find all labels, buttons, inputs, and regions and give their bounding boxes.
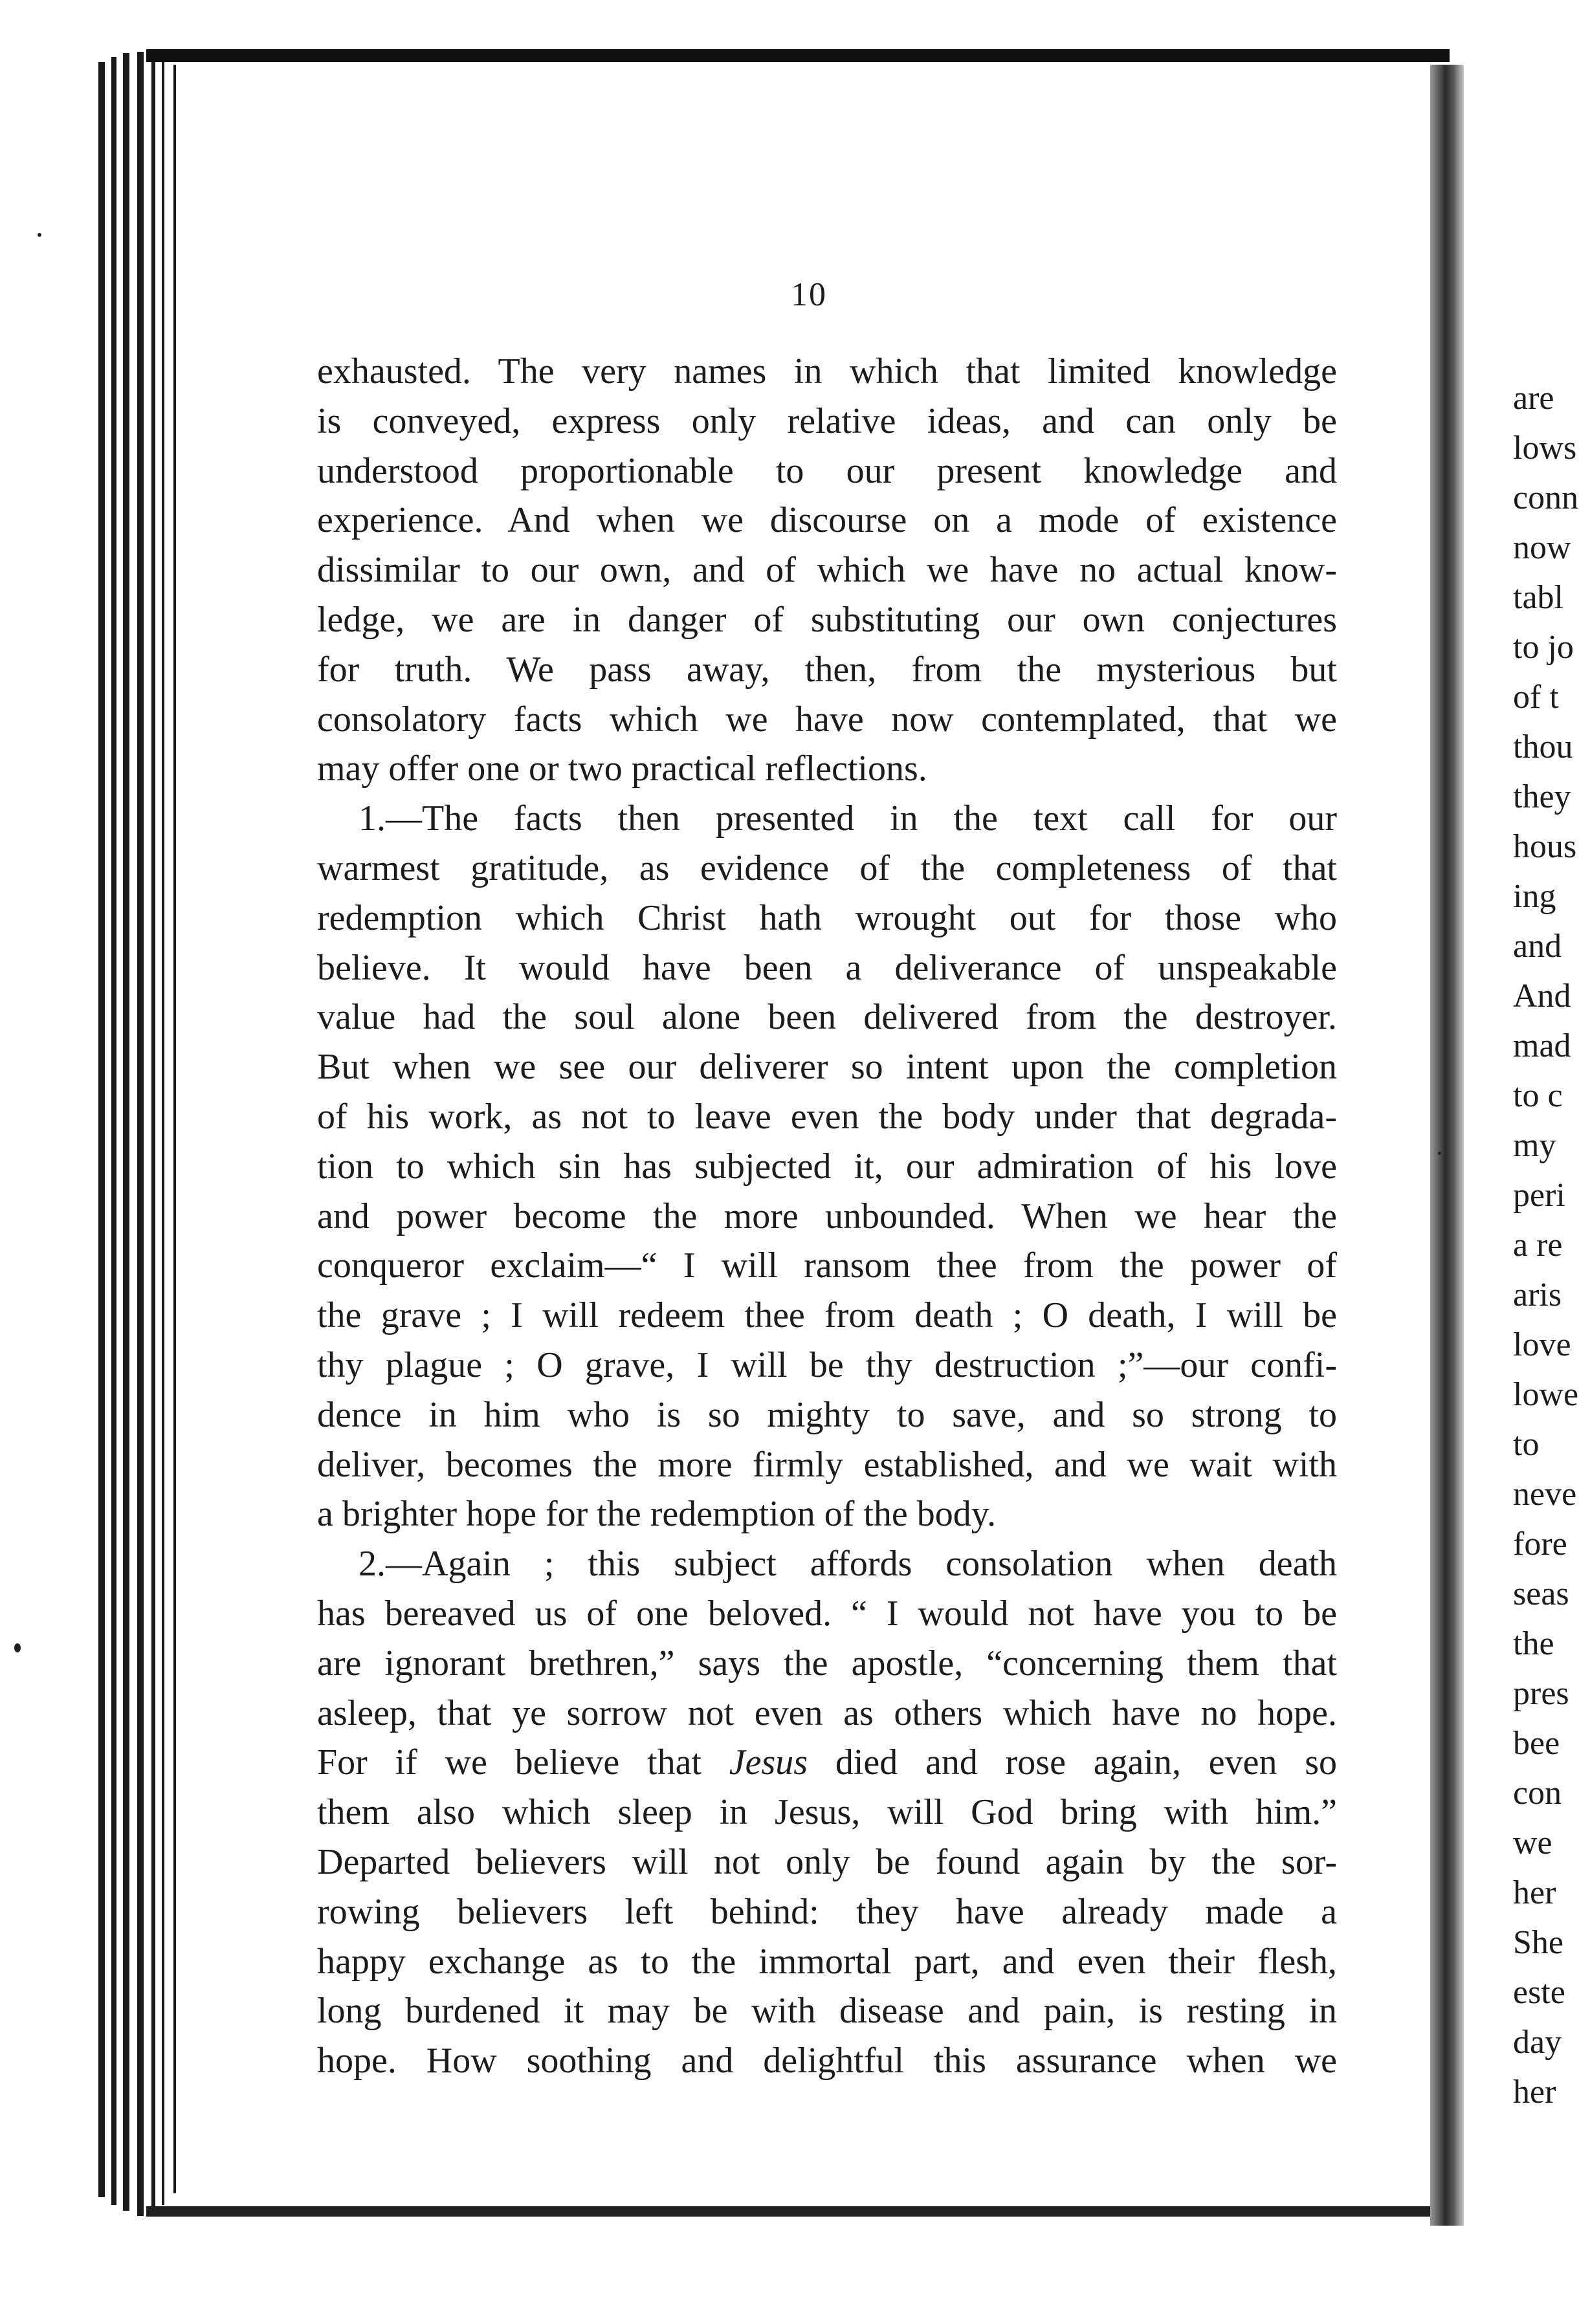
page-edge	[137, 52, 144, 2216]
text-line: asleep, that ye sorrow not even as others which have no hope.	[317, 1693, 1337, 1733]
facing-page-fragment: con	[1513, 1775, 1562, 1812]
facing-page-fragment: thou	[1513, 729, 1573, 765]
text-line: dissimilar to our own, and of which we have no actual know-	[317, 550, 1337, 591]
text-line: For if we believe that Jesus died and rose again, even so	[317, 1742, 1337, 1783]
body-text	[317, 347, 1337, 2086]
facing-page	[1464, 62, 1579, 2223]
text-line: for truth. We pass away, then, from the mysterious but	[317, 649, 1337, 690]
facing-page-fragment: love	[1513, 1326, 1571, 1363]
page-edge	[151, 54, 155, 2209]
facing-page-fragment: her	[1513, 1874, 1556, 1911]
bottom-page-edge	[146, 2206, 1460, 2217]
text-line: exhausted. The very names in which that limited knowledge	[317, 351, 1337, 391]
text-line: long burdened it may be with disease and pain, is resting in	[317, 1991, 1337, 2032]
page-edge	[98, 62, 105, 2197]
facing-page-fragment: neve	[1513, 1476, 1577, 1513]
text-line: thy plague ; O grave, I will be thy destruction ;”—our confi-	[317, 1344, 1337, 1385]
dust-speck	[1438, 1152, 1441, 1155]
left-page	[188, 62, 1430, 2206]
facing-page-fragment: a re	[1513, 1227, 1563, 1264]
page-edge	[111, 57, 116, 2205]
text-line: experience. And when we discourse on a mode of existence	[317, 500, 1337, 541]
book-gutter	[1430, 65, 1464, 2226]
page-edge	[162, 57, 164, 2205]
facing-page-fragment: peri	[1513, 1177, 1565, 1214]
facing-page-fragment: lows	[1513, 430, 1577, 466]
facing-page-fragment: my	[1513, 1127, 1556, 1164]
text-line: are ignorant brethren,” says the apostle, “concerning them that	[317, 1643, 1337, 1683]
facing-page-fragment: they	[1513, 778, 1571, 815]
text-line: ledge, we are in danger of substituting our own conjectures	[317, 599, 1337, 640]
facing-page-fragment: of t	[1513, 679, 1559, 716]
facing-page-fragment: este	[1513, 1974, 1565, 2011]
facing-page-fragment: lowe	[1513, 1376, 1579, 1413]
facing-page-fragment: conn	[1513, 479, 1579, 516]
facing-page-fragment: aris	[1513, 1277, 1562, 1313]
page-edge	[123, 53, 129, 2211]
text-line: consolatory facts which we have now contemplated, that we	[317, 699, 1337, 740]
text-line: believe. It would have been a deliverance of unspeakable	[317, 947, 1337, 988]
facing-page-fragment: hous	[1513, 828, 1577, 865]
text-line: a brighter hope for the redemption of the body.	[317, 1494, 997, 1535]
facing-page-fragment: to	[1513, 1426, 1540, 1463]
facing-page-fragment: to c	[1513, 1077, 1563, 1114]
page-number: 10	[791, 276, 827, 313]
text-line: and power become the more unbounded. When we hear the	[317, 1196, 1337, 1236]
facing-page-fragment: tabl	[1513, 579, 1563, 616]
facing-page-fragment: She	[1513, 1924, 1563, 1961]
facing-page-fragment: fore	[1513, 1526, 1567, 1562]
text-line: may offer one or two practical reflections.	[317, 749, 927, 789]
italic-word: Jesus	[729, 1742, 808, 1783]
facing-page-fragment: the	[1513, 1625, 1554, 1662]
facing-page-fragment: we	[1513, 1825, 1552, 1861]
facing-page-fragment: seas	[1513, 1575, 1569, 1612]
text-line: has bereaved us of one beloved. “ I would not have you to be	[317, 1593, 1337, 1634]
dust-speck	[38, 233, 41, 237]
text-line: warmest gratitude, as evidence of the completeness of that	[317, 848, 1337, 888]
text-line: understood proportionable to our present knowledge and	[317, 450, 1337, 491]
page-edge	[173, 65, 176, 2193]
facing-page-fragment: her	[1513, 2074, 1556, 2110]
text-line: Departed believers will not only be found again by the sor-	[317, 1841, 1337, 1882]
facing-page-fragment: bee	[1513, 1725, 1560, 1762]
text-line: them also which sleep in Jesus, will God bring with him.”	[317, 1792, 1337, 1833]
text-line: 2.—Again ; this subject affords consolation when death	[359, 1544, 1337, 1584]
text-line: tion to which sin has subjected it, our admiration of his love	[317, 1146, 1337, 1187]
text-line: 1.—The facts then presented in the text call for our	[359, 798, 1337, 839]
text-line: rowing believers left behind: they have already made a	[317, 1891, 1337, 1932]
text-line: dence in him who is so mighty to save, and so strong to	[317, 1394, 1337, 1435]
facing-page-fragment: ing	[1513, 878, 1556, 915]
text-line: happy exchange as to the immortal part, and even their flesh,	[317, 1941, 1337, 1982]
facing-page-fragment: now	[1513, 529, 1571, 566]
text-line: But when we see our deliverer so intent upon the completion	[317, 1047, 1337, 1088]
facing-page-fragment: day	[1513, 2024, 1562, 2061]
text-line: of his work, as not to leave even the body under that degrada-	[317, 1096, 1337, 1137]
text-line: the grave ; I will redeem thee from death ; O death, I will be	[317, 1295, 1337, 1336]
facing-page-fragment: and	[1513, 928, 1562, 965]
facing-page-fragment: to jo	[1513, 629, 1574, 666]
text-line: value had the soul alone been delivered from the destroyer.	[317, 997, 1337, 1038]
facing-page-fragment: And	[1513, 978, 1571, 1014]
text-line: redemption which Christ hath wrought out for those who	[317, 897, 1337, 938]
text-line: conqueror exclaim—“ I will ransom thee from the power of	[317, 1245, 1337, 1286]
top-page-edge	[146, 49, 1450, 62]
facing-page-fragment: mad	[1513, 1027, 1571, 1064]
dust-speck	[14, 1643, 21, 1652]
facing-page-fragment: are	[1513, 380, 1554, 417]
facing-page-fragment: pres	[1513, 1675, 1569, 1712]
text-line: hope. How soothing and delightful this assurance when we	[317, 2041, 1337, 2081]
text-line: deliver, becomes the more firmly established, and we wait with	[317, 1444, 1337, 1485]
text-line: is conveyed, express only relative ideas, and can only be	[317, 400, 1337, 441]
